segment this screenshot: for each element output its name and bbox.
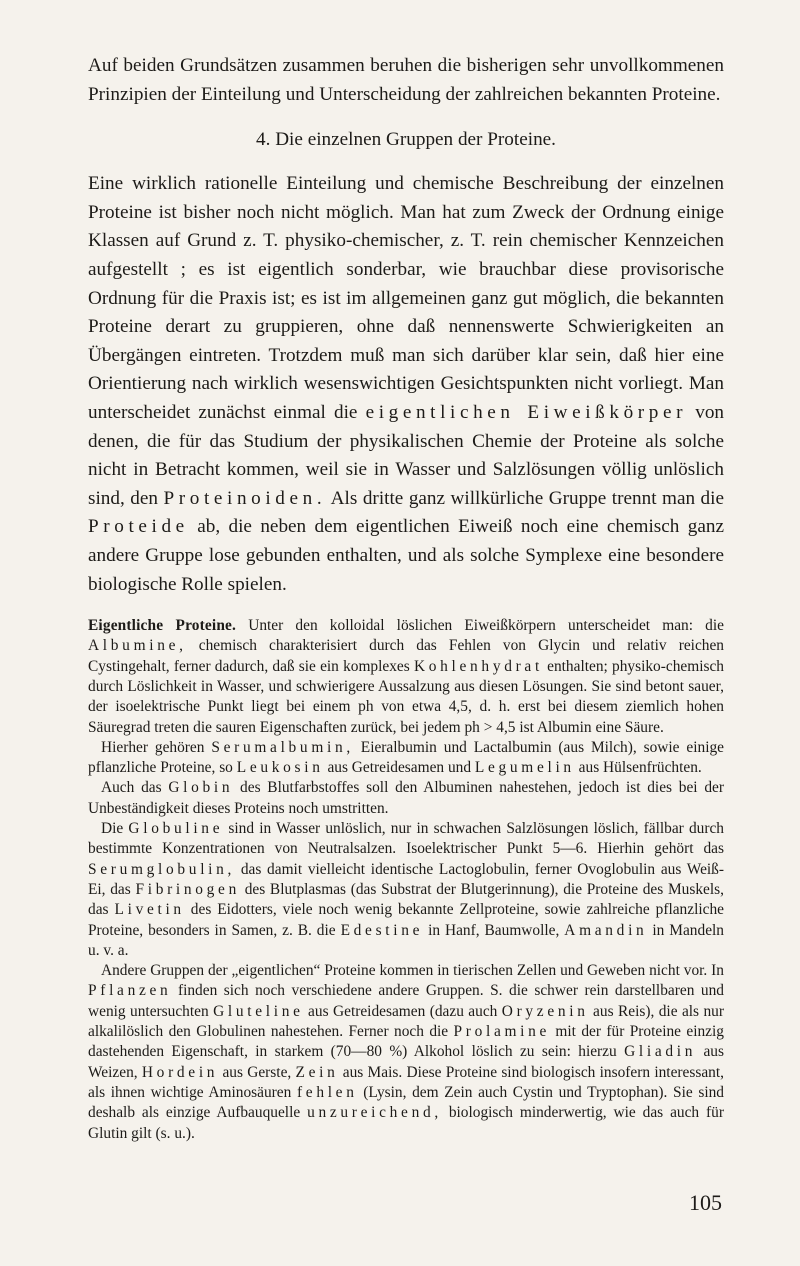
- section-paragraph: [88, 170, 724, 599]
- text-run: Die: [101, 820, 129, 838]
- text-run: aus Getreidesamen (dazu auch: [303, 1002, 502, 1020]
- spaced-term: eigentlichen Eiweißkörper: [365, 401, 688, 423]
- spaced-term: Zein: [295, 1063, 339, 1081]
- spaced-term: Leukosin: [236, 759, 324, 777]
- text-run: aus Gerste,: [218, 1063, 296, 1081]
- text-run: biologisch minderwertig, wie das auch für Glutin gilt (s. u.).: [88, 1104, 724, 1142]
- spaced-term: Legumelin: [474, 759, 575, 777]
- text-run: Eine wirklich rationelle Einteilung und chemische Beschreibung der einzelnen Proteine ist bisher noch nicht möglich. Man hat zum Zweck der Ordnung einige Klassen auf Grund z. T. physiko-chemischer, z. T. rein chemischer Kennzeichen aufgestellt ; es ist eigentlich sonderbar, wie brauchbar diese provisorische Ordnung für die Praxis ist; es ist im allgemeinen ganz gut möglich, die bekannten Proteine derart zu gruppieren, ohne daß nennenswerte Schwierigkeiten an Übergängen eintreten. Trotzdem muß man sich darüber klar sein, daß hier eine Orientierung nach wirklich wesenswichtigen Gesichtspunkten nicht vorliegt. Man unterscheidet zunächst einmal die: [88, 173, 724, 423]
- text-run: das damit vielleicht identische Lactoglobulin, ferner Ovoglobulin aus Weiß-Ei, das: [88, 860, 724, 898]
- text-run: Auch das: [101, 779, 169, 797]
- text-run: aus Reis), die als nur alkalilöslich den Globulinen nahestehen. Ferner noch die: [88, 1002, 724, 1041]
- text-run: des Eidotters, viele noch wenig bekannte Zellproteine, sowie zahlreiche pflanzliche Proteine, besonders in Samen, z. B. die: [88, 901, 724, 939]
- small-paragraph-globuline: [88, 819, 724, 961]
- spaced-term: Globin: [168, 779, 234, 797]
- spaced-term: Fibrinogen: [135, 880, 240, 898]
- text-run: des Blutplasmas (das Substrat der Blutgerinnung), die Proteine des Muskels, das: [88, 880, 724, 919]
- small-print-block: [88, 616, 724, 1144]
- text-run: aus Getreidesamen und: [323, 759, 475, 777]
- text-run: des Blutfarbstoffes soll den Albuminen nahestehen, jedoch ist dies bei der Unbeständigkeit dieses Proteins noch umstritten.: [88, 779, 724, 817]
- spaced-term: Oryzenin: [501, 1002, 589, 1020]
- spaced-term: Amandin: [564, 921, 648, 939]
- spaced-term: Globuline: [128, 820, 224, 838]
- spaced-term: Serumalbumin,: [211, 738, 354, 756]
- small-paragraph-eigentliche-proteine: [88, 616, 724, 738]
- spaced-term: Serumglobulin,: [88, 860, 236, 878]
- spaced-term: Edestine: [340, 921, 424, 939]
- spaced-term: Kohlenhydrat: [413, 657, 543, 675]
- spaced-term: Prolamine: [453, 1023, 551, 1041]
- spaced-term: Gluteline: [213, 1002, 304, 1020]
- small-paragraph-pflanzen: [88, 961, 724, 1144]
- page-number: 105: [689, 1190, 722, 1215]
- text-run: Unter den kolloidal löslichen Eiweißkörpern unterscheidet man: die: [236, 617, 724, 635]
- text-run: in Hanf, Baumwolle,: [423, 921, 565, 939]
- small-paragraph-globin: [88, 778, 724, 819]
- text-run: aus Hülsenfrüchten.: [574, 759, 702, 777]
- spaced-term: Proteinoiden.: [163, 487, 327, 509]
- spaced-term: Hordein: [141, 1063, 219, 1081]
- lead-paragraph: Auf beiden Grundsätzen zusammen beruhen die bisherigen sehr unvollkommenen Prinzipien der Einteilung und Unterscheidung der zahlreichen bekannten Proteine.: [88, 55, 724, 105]
- text-run: mit der für Proteine einzig dastehenden Eigenschaft, in starkem (70—80 %) Alkohol löslich zu sein: hierzu: [88, 1023, 724, 1061]
- run-in-heading: Eigentliche Proteine.: [88, 617, 237, 635]
- text-run: in Mandeln u. v. a.: [88, 921, 724, 959]
- spaced-term: Livetin: [114, 901, 185, 919]
- text-run: aus Mais. Diese Proteine sind biologisch insofern interessant, als ihnen wichtige Aminosäuren: [88, 1063, 724, 1101]
- text-run: Hierher gehören: [101, 738, 212, 756]
- spaced-term: Proteide: [88, 516, 189, 538]
- text-run: enthalten; physiko-chemisch durch Löslichkeit in Wasser, und schwierigere Aussalzung aus diesen Lösungen. Sie sind betont sauer, der isoelektrische Punkt liegt bei einem ph von etwa 4,5, d. h. erst bei diesem ziemlich hohen Säuregrad treten die sauren Eigenschaften zurück, bei jedem ph > 4,5 ist Albumin eine Säure.: [88, 657, 724, 736]
- spaced-term: unzureichend,: [307, 1104, 442, 1122]
- text-run: chemisch charakterisiert durch das Fehlen von Glycin und relativ reichen Cystingehalt, ferner dadurch, daß sie ein komplexes: [88, 637, 724, 675]
- text-run: Als dritte ganz willkürliche Gruppe trennt man die: [326, 487, 724, 509]
- text-run: Andere Gruppen der „eigentlichen“ Proteine kommen in tierischen Zellen und Geweben nicht vor. In: [101, 962, 724, 980]
- small-paragraph-serumalbumin: [88, 738, 724, 779]
- spaced-term: Albumine,: [88, 637, 187, 655]
- lead-paragraph-block: [88, 52, 724, 109]
- text-run: (Lysin, dem Zein auch Cystin und Tryptophan). Sie sind deshalb als einzige Aufbauquelle: [88, 1083, 724, 1122]
- text-run: von denen, die für das Studium der physikalischen Chemie der Proteine als solche nicht in Betracht kommen, weil sie in Wasser und Salzlösungen völlig unlöslich sind, den: [88, 401, 724, 509]
- text-run: Eieralbumin und Lactalbumin (aus Milch), sowie einige pflanzliche Proteine, so: [88, 738, 725, 777]
- text-run: aus Weizen,: [88, 1043, 724, 1081]
- section-heading: 4. Die einzelnen Gruppen der Proteine.: [256, 129, 556, 151]
- spaced-term: Pflanzen: [88, 982, 172, 1000]
- spaced-term: Gliadin: [624, 1043, 697, 1061]
- text-run: finden sich noch verschiedene andere Gruppen. S. die schwer rein darstellbaren und wenig untersuchten: [88, 982, 724, 1020]
- text-run: ab, die neben dem eigentlichen Eiweiß noch eine chemisch ganz andere Gruppe lose gebunden enthalten, und als solche Symplexe eine besondere biologische Rolle spielen.: [88, 516, 724, 595]
- text-run: sind in Wasser unlöslich, nur in schwachen Salzlösungen löslich, fällbar durch bestimmte Konzentrationen von Neutralsalzen. Isoelektrischer Punkt 5—6. Hierhin gehört das: [88, 820, 725, 858]
- spaced-term: fehlen: [296, 1083, 358, 1101]
